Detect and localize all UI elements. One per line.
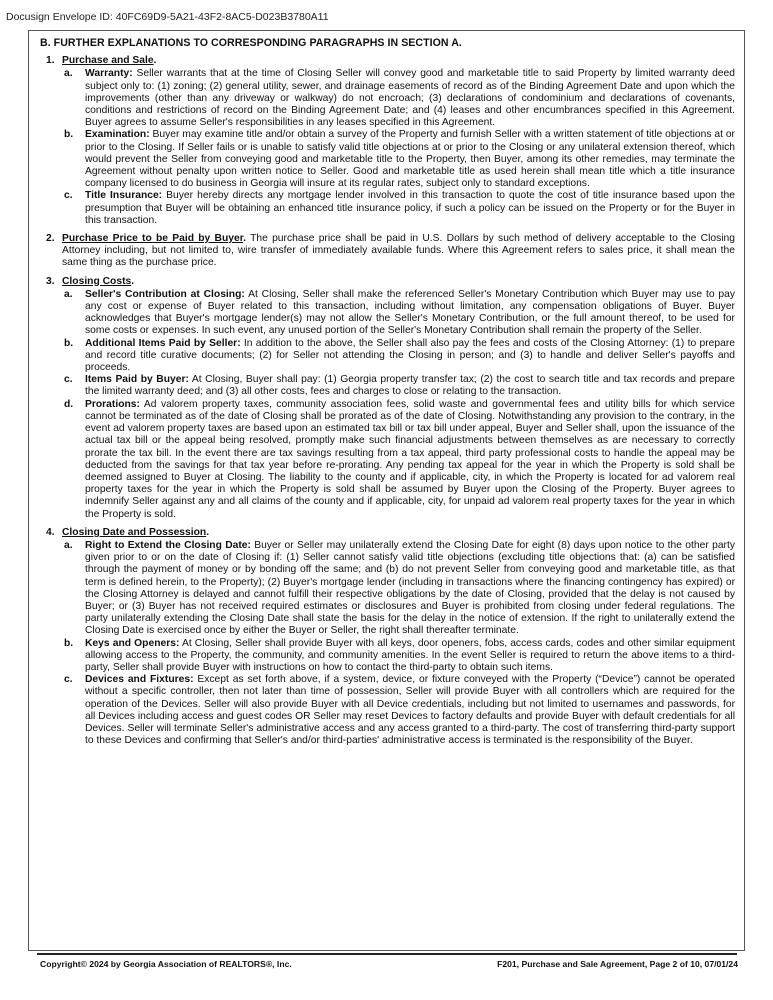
sub-title: Keys and Openers: <box>85 637 180 649</box>
sub-letter: b. <box>64 129 74 141</box>
sub-title: Examination: <box>85 129 150 141</box>
subparagraph-1a <box>62 68 735 129</box>
paragraph-number: 1. <box>46 55 55 67</box>
paragraph-1: 1. Purchase and Sale. a. Warranty: Seller warrants that at the time of Closing Seller will convey good and marketable title to said Property by limited warranty deed subject only to: (1) zoning; (2) general utility, sewer, and drainage easements of record as of the Binding Agreement Date and upon which the improvements (other than any driveway or walkway) do not encroach; (3) declarations of condominium and declarations of covenants, conditions and restrictions of record on the Binding Agreement Date; and (4) leases and other encumbrances specified in this Agreement. Buyer agrees to assume Seller's responsibilities in any leases specified in this Agreement. b. Examination: Buyer may examine title and/or obtain a survey of the Property and furnish Seller with a written statement of title objections at or prior to the Closing. If Seller fails or is unable to satisfy valid title objections at or prior to the Closing or any unilateral extension thereof, which would prevent the Seller from conveying good and marketable title to the Property, then Buyer, among its other remedies, may terminate the Agreement without penalty upon written notice to Seller. Good and marketable title as used herein shall mean title which a title insurance company licensed to do business in Georgia will insure at its regular rates, subject only to standard exceptions. c. Title Insurance: Buyer hereby directs any mortgage lender involved in this transaction to quote the cost of title insurance based upon the presumption that Buyer will be obtaining an enhanced title insurance policy, if such a policy can be issued on the Property or for the Buyer in this transaction. <box>46 55 735 226</box>
sub-title: Right to Extend the Closing Date: <box>85 539 251 551</box>
document-body <box>40 37 735 747</box>
paragraph-3: 3. Closing Costs. a. Seller's Contribution at Closing: At Closing, Seller shall make the referenced Seller's Monetary Contribution which Buyer may use to pay any cost or expense of Buyer related to this transaction, including without limitation, any compensation obligations of Buyer. Buyer acknowledges that Buyer's mortgage lender(s) may not allow the Seller's Monetary Contribution, or the full amount thereof, to be used for some costs or expenses. In such event, any unused portion of the Seller's Monetary Contribution shall remain the property of the Seller. b. Additional Items Paid by Seller: In addition to the above, the Seller shall also pay the fees and costs of the Closing Attorney: (1) to prepare and record title curative documents; (2) for Seller not attending the Closing in person; and (3) to handle and deliver Seller's payoffs and proceeds. c. Items Paid by Buyer: At Closing, Buyer shall pay: (1) Georgia property transfer tax; (2) the cost to search title and tax records and prepare the limited warranty deed; and (3) all other costs, fees and charges to close or relating to the transaction. d. Prorations: Ad valorem property taxes, community association fees, solid waste and governmental fees and utility bills for which service cannot be terminated as of the date of Closing shall be prorated as of the date of Closing. Notwithstanding any provision to the contrary, in the event ad valorem property taxes are based upon an estimated tax bill or tax bill under appeal, Buyer and Seller shall, upon the issuance of the actual tax bill or the appeal being resolved, promptly make such financial adjustments between themselves as are necessary to correctly prorate the tax bill. In the event there are tax savings resulting from a tax appeal, third party professional costs to handle the appeal may be deducted from the savings for that tax year before re-prorating. Any pending tax appeal for the year in which the Property is sold shall be deemed assigned to Buyer at Closing. The liability to the county and if applicable, city, in which the Property is located for ad valorem real property taxes for the year in which the Property is sold shall be assumed by Buyer upon the Closing of the Property. Buyer agrees to indemnify Seller against any and all claims of the county and if applicable, city, for unpaid ad valorem real property taxes for the year in which the Property is sold. <box>46 275 735 520</box>
sub-letter: a. <box>64 68 73 80</box>
sub-letter: a. <box>64 539 73 551</box>
paragraph-2: 2. Purchase Price to be Paid by Buyer. The purchase price shall be paid in U.S. Dollars by such method of delivery acceptable to the Closing Attorney including, but not limited to, wire transfer of immediately available funds. Where this Agreement refers to sales price, it shall mean the same thing as the purchase price. <box>46 233 735 269</box>
section-heading: B. FURTHER EXPLANATIONS TO CORRESPONDING PARAGRAPHS IN SECTION A. <box>40 37 462 49</box>
paragraph-4: 4. Closing Date and Possession. a. Right to Extend the Closing Date: Buyer or Seller may unilaterally extend the Closing Date for eight (8) days upon notice to the other party given prior to or on the date of Closing if: (1) Seller cannot satisfy valid title objections (excluding title objections that: (a) can be satisfied through the payment of money or by bonding off the same; and (b) do not prevent Seller from conveying good and marketable title, as that term is defined herein, to the Property); (2) Buyer's mortgage lender (including in transactions where the financing contingency has expired) or the Closing Attorney is delayed and cannot fulfill their respective obligations by the date of Closing, provided that the delay is not caused by Buyer; or (3) Buyer has not received required estimates or disclosures and Buyer is prohibited from closing under federal regulations. The party unilaterally extending the Closing Date shall state the basis for the delay in the notice of extension. If the right to unilaterally extend the Closing Date is exercised once by either the Buyer or Seller, the right shall thereafter terminate. b. Keys and Openers: At Closing, Seller shall provide Buyer with all keys, door openers, fobs, access cards, codes and other similar equipment allowing access to the Property, the community, and community amenities. In the event Seller is required to return the above items to a third-party, Seller shall provide Buyer with instructions on how to contact the third-party to obtain such items. c. Devices and Fixtures: Except as set forth above, if a system, device, or fixture conveyed with the Property (“Device”) cannot be operated without a specific controller, then not later than time of possession, Seller will provide Buyer with all controllers which are required for the operation of the Devices. Seller will also provide Buyer with all Device credentials, including but not limited to usernames and passwords, for all Devices including access and guest codes OR Seller may reset Devices to factory defaults and provide Buyer with default credentials for all Devices. Seller will terminate Seller's administrative access and any access granted to a third-party. The cost of transferring third-party support to these Devices and confirming that Seller's and/or third-parties' administrative access is terminated is the responsibility of the Buyer. <box>46 526 735 747</box>
sub-text: Ad valorem property taxes, community association fees, solid waste and governmental fees and utility bills for which service cannot be terminated as of the date of Closing shall be prorated as of the date of Closing. Notwithstanding any provision to the contrary, in the event ad valorem property taxes are based upon an estimated tax bill or tax bill under appeal, Buyer and Seller shall, upon the issuance of the actual tax bill or the appeal being resolved, promptly make such financial adjustments between themselves as are necessary to correctly prorate the tax bill. In the event there are tax savings resulting from a tax appeal, third party professional costs to handle the appeal may be deducted from the savings for that tax year before re-prorating. Any pending tax appeal for the year in which the Property is sold shall be deemed assigned to Buyer at Closing. The liability to the county and if applicable, city, in which the Property is located for ad valorem real property taxes for the year in which the Property is sold shall be assumed by Buyer upon the Closing of the Property. Buyer agrees to indemnify Seller against any and all claims of the county and if applicable, city, for unpaid ad valorem real property taxes for the year in which the Property is sold. <box>85 398 735 520</box>
footer-copyright: Copyright© 2024 by Georgia Association of REALTORS®, Inc. <box>40 959 292 969</box>
sub-text: Except as set forth above, if a system, device, or fixture conveyed with the Property (“Device”) cannot be operated without a specific controller, then not later than time of possession, Seller will provide Buyer with all controllers which are required for the operation of the Devices. Seller will also provide Buyer with all Device credentials, including but not limited to usernames and passwords, for all Devices including access and guest codes OR Seller may reset Devices to factory defaults and provide Buyer with default credentials for all Devices. Seller will terminate Seller's administrative access and any access granted to a third-party. The cost of transferring third-party support to these Devices and confirming that Seller's and/or third-parties' administrative access is terminated is the responsibility of the Buyer. <box>85 674 735 747</box>
sub-letter: a. <box>64 288 73 300</box>
sub-letter: b. <box>64 337 74 349</box>
sub-text: At Closing, Seller shall provide Buyer with all keys, door openers, fobs, access cards, codes and other similar equipment allowing access to the Property, the community, and community amenities. In the event Seller is required to return the above items to a third-party, Seller shall provide Buyer with instructions on how to contact the third-party to obtain such items. <box>85 637 735 673</box>
sub-letter: c. <box>64 190 73 202</box>
sub-title: Items Paid by Buyer: <box>85 374 189 386</box>
sub-text: At Closing, Seller shall make the referenced Seller's Monetary Contribution which Buyer may use to pay any cost or expense of Buyer related to this transaction, including without limitation, any compensation obligations of Buyer. Buyer acknowledges that Buyer's mortgage lender(s) may not allow the Seller's Monetary Contribution, or the full amount thereof, to be used for some costs or expenses. In such event, any unused portion of the Seller's Monetary Contribution shall remain the property of the Seller. <box>85 288 735 337</box>
sub-title: Seller's Contribution at Closing: <box>85 288 245 300</box>
sub-title: Additional Items Paid by Seller: <box>85 337 241 349</box>
sub-title: Title Insurance: <box>85 190 163 202</box>
subparagraph-3a <box>62 289 735 338</box>
paragraph-text: The purchase price shall be paid in U.S. Dollars by such method of delivery acceptable to the Closing Attorney including, but not limited to, wire transfer of immediately available funds. Where this Agreement refers to sales price, it shall mean the same thing as the purchase price. <box>62 233 735 269</box>
sub-title: Devices and Fixtures: <box>85 674 194 686</box>
sub-letter: d. <box>64 398 74 410</box>
subparagraph-4b <box>62 638 735 675</box>
subparagraph-3b <box>62 338 735 375</box>
subparagraph-3c <box>62 374 735 398</box>
sub-text: Seller warrants that at the time of Closing Seller will convey good and marketable title to said Property by limited warranty deed subject only to: (1) zoning; (2) general utility, sewer, and drainage easements of record as of the Binding Agreement Date and upon which the improvements (other than any driveway or walkway) do not encroach; (3) declarations of condominium and declarations of covenants, conditions and restrictions of record on the Binding Agreement Date; and (4) leases and other encumbrances specified in this Agreement. Buyer agrees to assume Seller's responsibilities in any leases specified in this Agreement. <box>85 68 735 129</box>
subparagraph-1b <box>62 129 735 190</box>
paragraph-number: 4. <box>46 526 55 538</box>
paragraph-title: Purchase and Sale <box>62 55 154 67</box>
sub-title: Warranty: <box>85 68 133 80</box>
sub-letter: c. <box>64 674 73 686</box>
sub-text: Buyer or Seller may unilaterally extend the Closing Date for eight (8) days upon notice to the other party given prior to or on the date of Closing if: (1) Seller cannot satisfy valid title objections (excluding title objections that: (a) can be satisfied through the payment of money or by bonding off the same; and (b) do not prevent Seller from conveying good and marketable title, as that term is defined herein, to the Property); (2) Buyer's mortgage lender (including in transactions where the financing contingency has expired) or the Closing Attorney is delayed and cannot fulfill their respective obligations by the date of Closing, provided that the delay is not caused by Buyer; or (3) Buyer has not received required estimates or disclosures and Buyer is prohibited from closing under federal regulations. The party unilaterally extending the Closing Date shall state the basis for the delay in the notice of extension. If the right to unilaterally extend the Closing Date is exercised once by either the Buyer or Seller, the right shall thereafter terminate. <box>85 539 735 637</box>
sub-text: Buyer hereby directs any mortgage lender involved in this transaction to quote the cost of title insurance based upon the presumption that Buyer will be obtaining an enhanced title insurance policy, if such a policy can be issued on the Property or for the Buyer in this transaction. <box>85 190 735 226</box>
sub-text: Buyer may examine title and/or obtain a survey of the Property and furnish Seller with a written statement of title objections at or prior to the Closing. If Seller fails or is unable to satisfy valid title objections at or prior to the Closing or any unilateral extension thereof, which would prevent the Seller from conveying good and marketable title to the Property, then Buyer, among its other remedies, may terminate the Agreement without penalty upon written notice to Seller. Good and marketable title as used herein shall mean title which a title insurance company licensed to do business in Georgia will insure at its regular rates, subject only to standard exceptions. <box>85 129 735 190</box>
footer-rule <box>37 953 737 955</box>
subparagraph-1c <box>62 190 735 227</box>
sub-title: Prorations: <box>85 398 140 410</box>
paragraph-title: Closing Costs <box>62 275 132 287</box>
paragraph-title: Purchase Price to be Paid by Buyer <box>62 233 244 245</box>
subparagraph-4c <box>62 674 735 747</box>
paragraph-number: 3. <box>46 275 55 287</box>
sub-letter: c. <box>64 374 73 386</box>
subparagraph-4a <box>62 540 735 638</box>
paragraph-number: 2. <box>46 233 55 245</box>
footer-form-info: F201, Purchase and Sale Agreement, Page 2 of 10, 07/01/24 <box>497 959 738 969</box>
subparagraph-3d <box>62 399 735 521</box>
sub-letter: b. <box>64 637 74 649</box>
sub-text: At Closing, Buyer shall pay: (1) Georgia property transfer tax; (2) the cost to search title and tax records and prepare the limited warranty deed; and (3) all other costs, fees and charges to close or relating to the transaction. <box>85 374 735 398</box>
sub-text: In addition to the above, the Seller shall also pay the fees and costs of the Closing Attorney: (1) to prepare and record title curative documents; (2) for Seller not attending the Closing in person; and (3) to handle and deliver Seller's payoffs and proceeds. <box>85 337 735 374</box>
paragraph-title: Closing Date and Possession <box>62 526 207 538</box>
envelope-id: Docusign Envelope ID: 40FC69D9-5A21-43F2-8AC5-D023B3780A11 <box>6 11 329 23</box>
